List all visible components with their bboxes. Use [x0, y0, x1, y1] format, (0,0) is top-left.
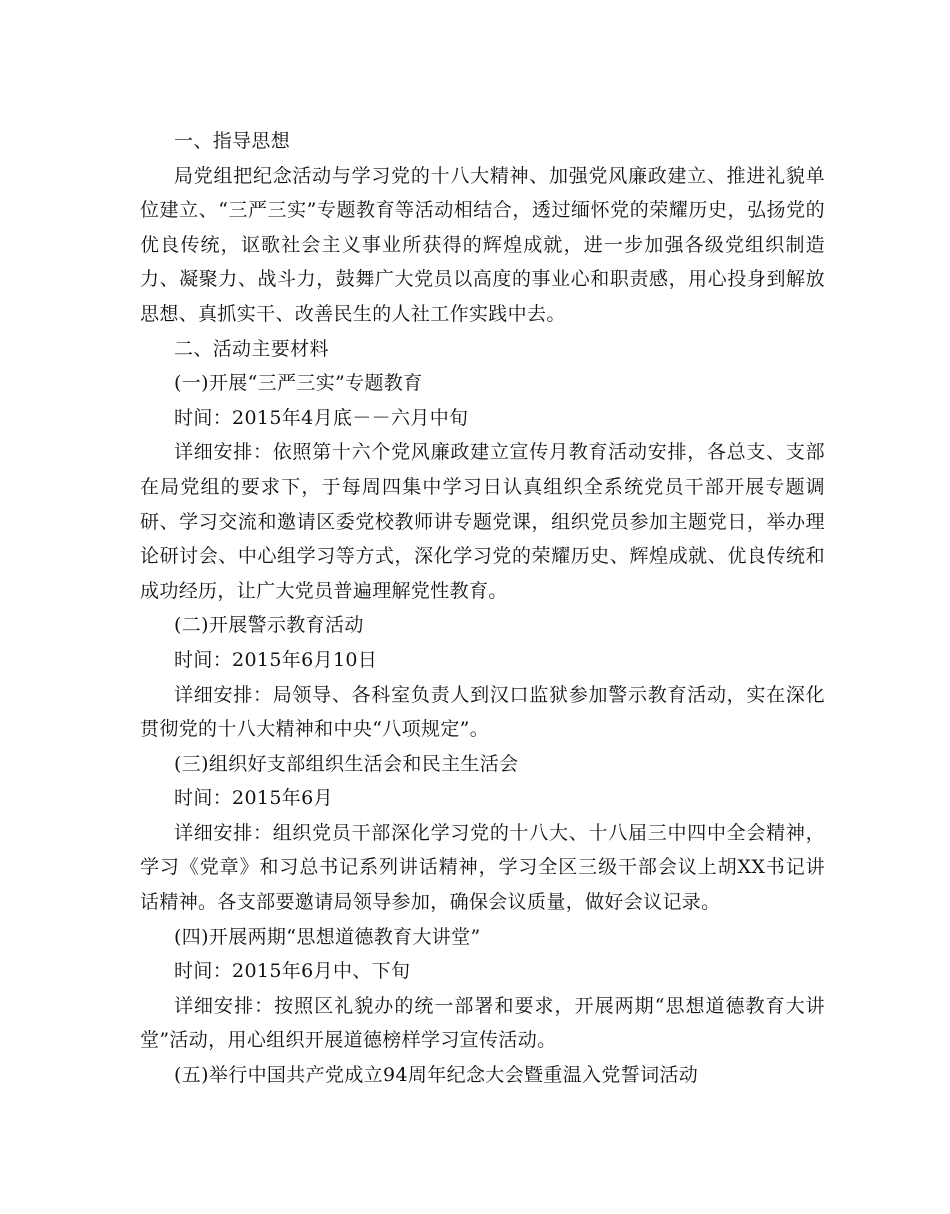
detail-paragraph-1: 详细安排：依照第十六个党风廉政建立宣传月教育活动安排，各总支、支部在局党组的要求下，于每周四集中学习日认真组织全系统党员干部开展专题调研、学习交流和邀请区委党校教师讲专题党课，组织党员参加主题党日，举办理论研讨会、中心组学习等方式，深化学习党的荣耀历史、辉煌成就、优良传统和成功经历，让广大党员普遍理解党性教育。: [140, 441, 825, 602]
time-line-1: 时间：2015年4月底－－六月中旬: [174, 406, 469, 429]
body-paragraph: 局党组把纪念活动与学习党的十八大精神、加强党风廉政建立、推进礼貌单位建立、“三严三实”专题教育等活动相结合，透过缅怀党的荣耀历史，弘扬党的优良传统，讴歌社会主义事业所获得的辉煌成就，进一步加强各级党组织制造力、凝聚力、战斗力，鼓舞广大党员以高度的事业心和职责感，用心投身到解放思想、真抓实干、改善民生的人社工作实践中去。: [140, 164, 825, 325]
subsection-heading-4: (四)开展两期“思想道德教育大讲堂”: [174, 925, 481, 948]
detail-paragraph-3: 详细安排：组织党员干部深化学习党的十八大、十八届三中四中全会精神，学习《党章》和习总书记系列讲话精神，学习全区三级干部会议上胡XX书记讲话精神。各支部要邀请局领导参加，确保会议质量，做好会议记录。: [140, 821, 825, 914]
time-line-4: 时间：2015年6月中、下旬: [174, 960, 411, 983]
subsection-heading-1: (一)开展“三严三实”专题教育: [174, 372, 423, 395]
detail-paragraph-4: 详细安排：按照区礼貌办的统一部署和要求，开展两期“思想道德教育大讲堂”活动，用心组织开展道德榜样学习宣传活动。: [140, 994, 825, 1052]
time-line-2: 时间：2015年6月10日: [174, 648, 378, 671]
detail-paragraph-2: 详细安排：局领导、各科室负责人到汉口监狱参加警示教育活动，实在深化贯彻党的十八大精神和中央“八项规定”。: [140, 683, 825, 741]
section-heading-main-activities: 二、活动主要材料: [174, 337, 329, 360]
subsection-heading-2: (二)开展警示教育活动: [174, 614, 364, 637]
subsection-heading-5: (五)举行中国共产党成立94周年纪念大会暨重温入党誓词活动: [174, 1064, 699, 1087]
subsection-heading-3: (三)组织好支部组织生活会和民主生活会: [174, 752, 519, 775]
section-heading-guiding-ideology: 一、指导思想: [174, 130, 291, 152]
document-body: [140, 124, 825, 1093]
time-line-3: 时间：2015年6月: [174, 787, 333, 810]
